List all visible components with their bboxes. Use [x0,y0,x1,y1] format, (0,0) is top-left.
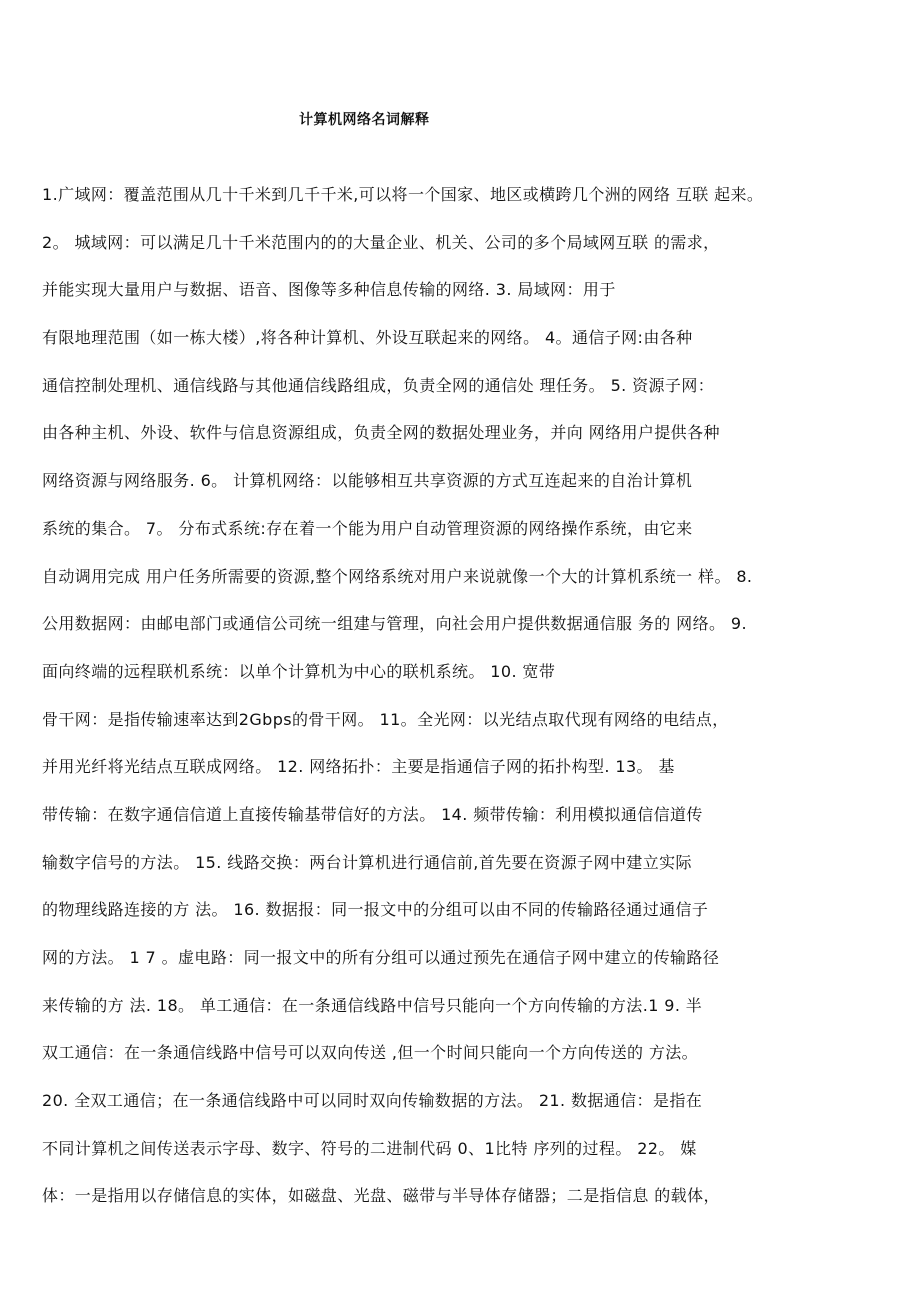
text-line: 自动调用完成 用户任务所需要的资源,整个网络系统对用户来说就像一个大的计算机系统一 样。 8. [42,566,753,586]
text-line: 带传输：在数字通信信道上直接传输基带信好的方法。 14. 频带传输：利用模拟通信信道传 [42,804,703,824]
text-line: 并用光纤将光结点互联成网络。 12. 网络拓扑：主要是指通信子网的拓扑构型. 13。 基 [42,757,675,777]
text-line: 20. 全双工通信；在一条通信线路中可以同时双向传输数据的方法。 21. 数据通信：是指在 [42,1091,703,1111]
text-line: 系统的集合。 7。 分布式系统:存在着一个能为用户自动管理资源的网络操作系统，由它来 [42,518,693,538]
document-title: 计算机网络名词解释 [299,112,430,128]
text-line: 网的方法。 1 7 。虚电路：同一报文中的所有分组可以通过预先在通信子网中建立的传输路径 [42,948,720,967]
text-line: 体：一是指用以存储信息的实体，如磁盘、光盘、磁带与半导体存储器；二是指信息 的载体， [42,1186,720,1206]
text-line: 骨干网：是指传输速率达到2Gbps的骨干网。 11。全光网：以光结点取代现有网络的电结点， [42,709,729,729]
text-line: 来传输的方 法. 18。 单工通信：在一条通信线路中信号只能向一个方向传输的方法.1 9. 半 [42,995,703,1015]
text-line: 1.广域网：覆盖范围从几十千米到几千千米,可以将一个国家、地区或横跨几个洲的网络 互联 起来。 [42,185,764,204]
text-line: 双工通信：在一条通信线路中信号可以双向传送 ,但一个时间只能向一个方向传送的 方法。 [42,1043,699,1063]
text-line: 的物理线路连接的方 法。 16. 数据报：同一报文中的分组可以由不同的传输路径通过通信子 [42,900,709,920]
text-line: 面向终端的远程联机系统：以单个计算机为中心的联机系统。 10. 宽带 [42,661,556,681]
text-line: 并能实现大量用户与数据、语音、图像等多种信息传输的网络. 3. 局域网：用于 [42,280,616,300]
document-body [42,180,902,1229]
text-line: 由各种主机、外设、软件与信息资源组成，负责全网的数据处理业务，并向 网络用户提供各种 [42,423,720,443]
text-line: 输数字信号的方法。 15. 线路交换：两台计算机进行通信前,首先要在资源子网中建立实际 [42,852,692,872]
text-line: 有限地理范围（如一栋大楼）,将各种计算机、外设互联起来的网络。 4。通信子网:由各种 [42,328,693,348]
text-line: 公用数据网：由邮电部门或通信公司统一组建与管理，向社会用户提供数据通信服 务的 网络。 9. [42,614,747,634]
text-line: 网络资源与网络服务. 6。 计算机网络：以能够相互共享资源的方式互连起来的自治计算机 [42,471,693,491]
text-line: 通信控制处理机、通信线路与其他通信线路组成，负责全网的通信处 理任务。 5. 资源子网： [42,375,715,395]
text-line: 不同计算机之间传送表示字母、数字、符号的二进制代码 0、1比特 序列的过程。 22。 媒 [42,1138,697,1158]
text-line: 2。 城域网：可以满足几十千米范围内的的大量企业、机关、公司的多个局域网互联 的需求， [42,232,720,252]
